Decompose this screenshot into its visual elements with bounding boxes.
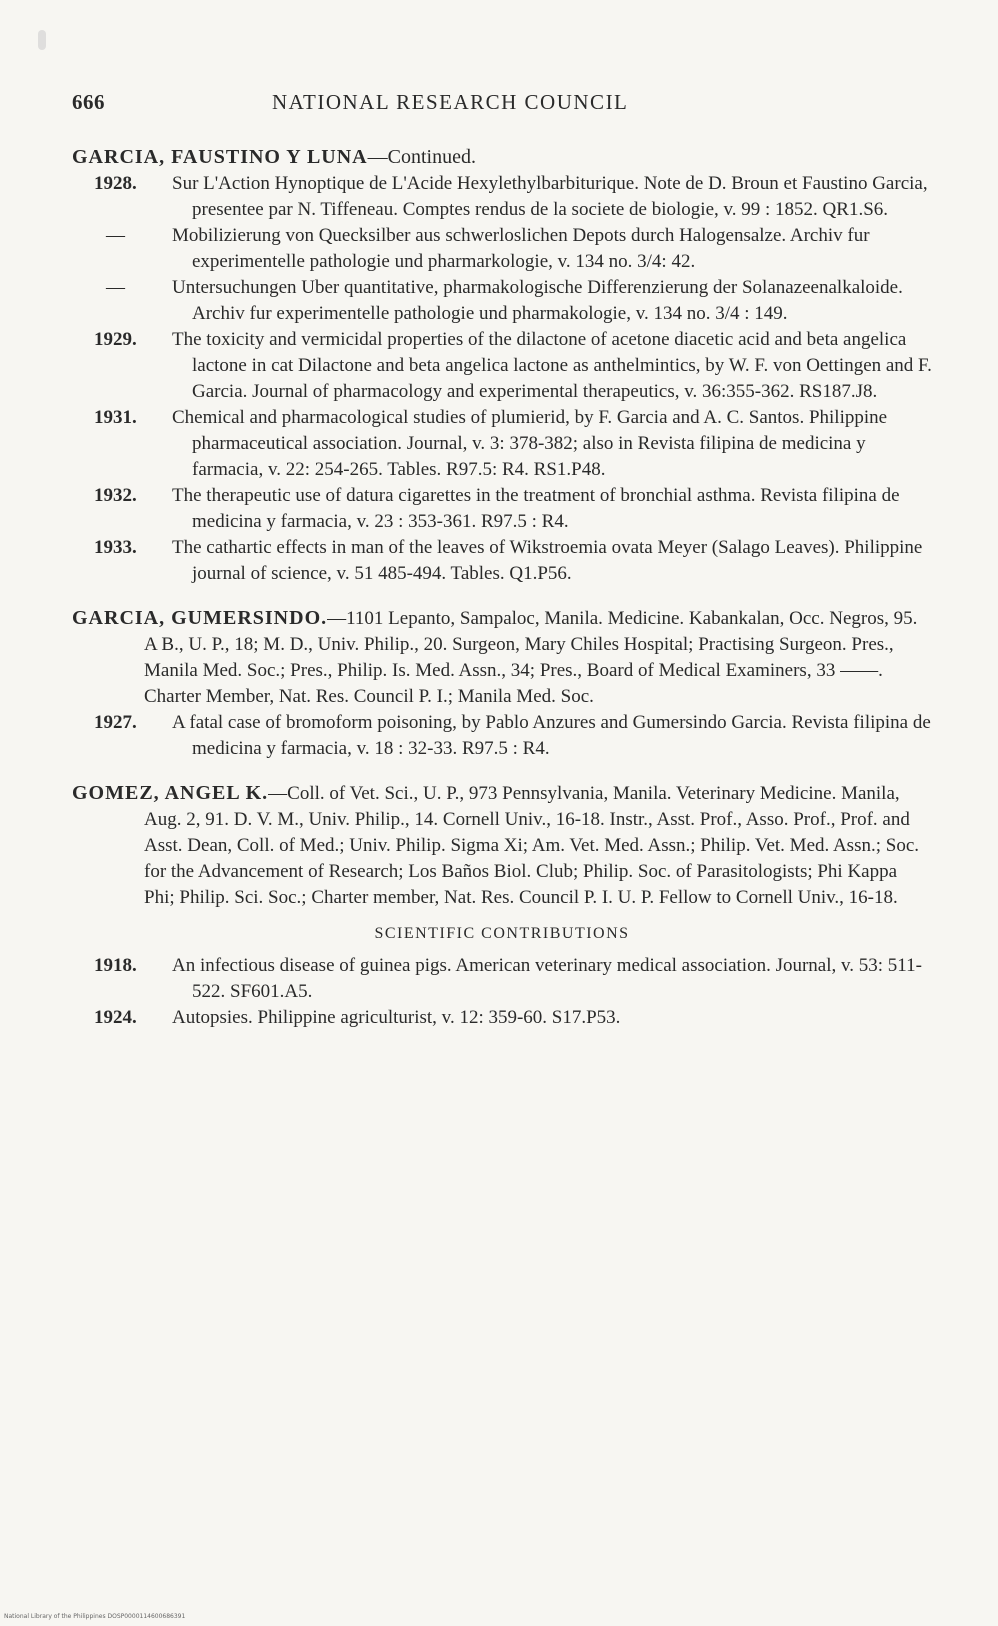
entry-garcia-faustino: [72, 144, 932, 587]
bibliography-entry: [72, 710, 932, 762]
entry-year: 1928.: [94, 173, 137, 194]
entry-year: 1924.: [94, 1007, 137, 1028]
entry-year: 1931.: [94, 407, 137, 428]
page-header-title: NATIONAL RESEARCH COUNCIL: [272, 90, 629, 114]
bio-text: —1101 Lepanto, Sampaloc, Manila. Medicine. Kabankalan, Occ. Negros, 95. A B., U. P., 18; M. D., Univ. Philip., 20. Surgeon, Mary Chiles Hospital; Practising Surgeon. Pres., Manila Med. Soc.; Pres., Philip. Is. Med. Assn., 34; Pres., Board of Medical Examiners, 33 ——. Charter Member, Nat. Res. Council P. I.; Manila Med. Soc.: [144, 608, 918, 707]
entry-text: The toxicity and vermicidal properties of the dilactone of acetone diacetic acid and beta angelica lactone in cat Dilactone and beta angelica lactone as anthelmintics, by W. F. von Oettingen and F. Garcia. Journal of pharmacology and experimental therapeutics, v. 36:355-362. RS187.J8.: [172, 329, 932, 402]
entry-text: A fatal case of bromoform poisoning, by Pablo Anzures and Gumersindo Garcia. Revista filipina de medicina y farmacia, v. 18 : 32-33. R97.5 : R4.: [172, 712, 931, 759]
bibliography-entry: [72, 327, 932, 405]
entry-year: —: [106, 225, 125, 246]
entry-year: 1927.: [94, 712, 137, 733]
bio-text: —Coll. of Vet. Sci., U. P., 973 Pennsylvania, Manila. Veterinary Medicine. Manila, Aug. 2, 91. D. V. M., Univ. Philip., 14. Cornell Univ., 16-18. Instr., Asst. Prof., Asso. Prof., Prof. and Asst. Dean, Coll. of Med.; Univ. Philip. Sigma Xi; Am. Vet. Med. Assn.; Philip. Vet. Med. Assn.; Soc. for the Advancement of Research; Los Baños Biol. Club; Philip. Soc. of Parasitologists; Phi Kappa Phi; Philip. Sci. Soc.; Charter member, Nat. Res. Council P. I. U. P. Fellow to Cornell Univ., 16-18.: [144, 783, 920, 908]
bibliography-entry: [72, 953, 932, 1005]
entry-garcia-gumersindo: [72, 605, 932, 762]
bibliography-entry: [72, 223, 932, 275]
author-name: GARCIA, FAUSTINO Y LUNA: [72, 146, 368, 168]
bibliography-entry: [72, 483, 932, 535]
entry-text: Chemical and pharmacological studies of plumierid, by F. Garcia and A. C. Santos. Philippine pharmaceutical association. Journal, v. 3: 378-382; also in Revista filipina de medicina y farmacia, v. 22: 254-265. Tables. R97.5: R4. RS1.P48.: [172, 407, 888, 480]
entry-year: —: [106, 277, 125, 298]
entry-year: 1929.: [94, 329, 137, 350]
scan-footer-id: National Library of the Philippines DOSP0000114600686391: [4, 1613, 186, 1620]
running-head: [72, 90, 722, 120]
entry-text: The therapeutic use of datura cigarettes in the treatment of bronchial asthma. Revista filipina de medicina y farmacia, v. 23 : 353-361. R97.5 : R4.: [172, 485, 900, 532]
entry-text: Mobilizierung von Quecksilber aus schwerloslichen Depots durch Halogensalze. Archiv fur experimentelle pathologie und pharmarkologie, v. 134 no. 3/4: 42.: [172, 225, 870, 272]
entry-text: An infectious disease of guinea pigs. American veterinary medical association. Journal, v. 53: 511-522. SF601.A5.: [172, 955, 922, 1002]
author-bio: [72, 780, 932, 911]
author-name: GARCIA, GUMERSINDO.: [72, 607, 328, 629]
continued-note: —Continued.: [367, 146, 476, 168]
entry-year: 1932.: [94, 485, 137, 506]
author-bio: [72, 605, 932, 710]
entry-gomez-angel: [72, 780, 932, 1031]
entry-text: Untersuchungen Uber quantitative, pharmakologische Differenzierung der Solanazeenalkaloide. Archiv fur experimentelle pathologie und pharmakologie, v. 134 no. 3/4 : 149.: [172, 277, 903, 324]
bibliography-entry: [72, 535, 932, 587]
entry-text: The cathartic effects in man of the leaves of Wikstroemia ovata Meyer (Salago Leaves). Philippine journal of science, v. 51 485-494. Tables. Q1.P56.: [172, 537, 923, 584]
bibliography-entry: [72, 171, 932, 223]
page-number: 666: [72, 90, 105, 114]
entry-year: 1918.: [94, 955, 137, 976]
entry-text: Autopsies. Philippine agriculturist, v. 12: 359-60. S17.P53.: [172, 1007, 621, 1028]
bibliography-entry: [72, 275, 932, 327]
bibliography-entry: [72, 405, 932, 483]
scan-smudge: [38, 30, 46, 50]
author-heading: [72, 144, 932, 171]
author-name: GOMEZ, ANGEL K.: [72, 782, 269, 804]
entry-year: 1933.: [94, 537, 137, 558]
section-subheading: SCIENTIFIC CONTRIBUTIONS: [374, 925, 630, 942]
entry-text: Sur L'Action Hynoptique de L'Acide Hexylethylbarbiturique. Note de D. Broun et Faustino Garcia, presentee par N. Tiffeneau. Comptes rendus de la societe de biologie, v. 99 : 1852. QR1.S6.: [172, 173, 928, 220]
page-content: [72, 144, 932, 1031]
bibliography-entry: [72, 1005, 932, 1031]
